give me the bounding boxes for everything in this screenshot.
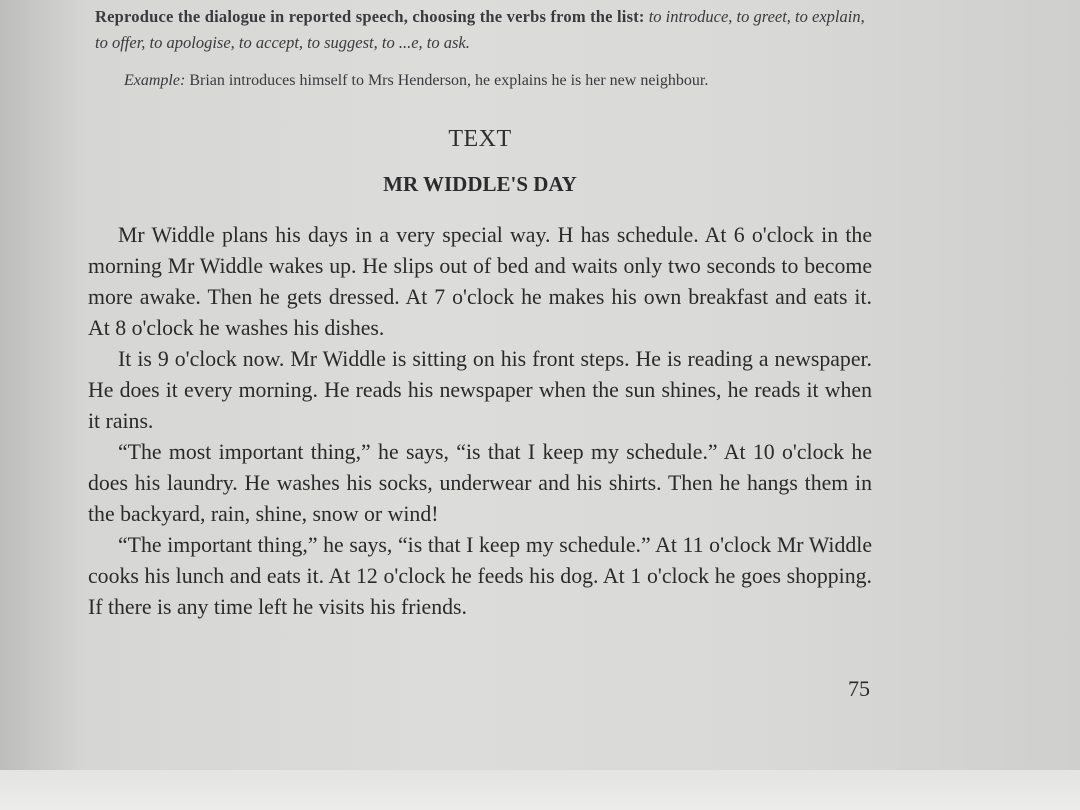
story-paragraph: “The most important thing,” he says, “is that I keep my schedule.” At 10 o'clock he does his laundry. He washes his socks, underwear and his shirts. Then he hangs them in the backyard, rain, shine, snow or wind! bbox=[88, 440, 872, 526]
exercise-example bbox=[124, 72, 884, 90]
example-label: Example: bbox=[124, 72, 186, 89]
page-number: 75 bbox=[848, 676, 870, 701]
example-text: Brian introduces himself to Mrs Henderson, he explains he is her new neighbour. bbox=[189, 72, 709, 89]
section-label: TEXT bbox=[448, 126, 512, 152]
exercise-instruction bbox=[95, 4, 875, 56]
instruction-lead: Reproduce the dialogue in reported speech, choosing the verbs from the list: bbox=[95, 7, 645, 26]
story-body bbox=[88, 220, 872, 623]
instruction-verb-list: to introduce, to greet, to explain, to offer, to apologise, to accept, to suggest, to ...e, to ask. bbox=[95, 7, 865, 52]
page-bottom-margin bbox=[0, 770, 1080, 810]
story-paragraph: Mr Widdle plans his days in a very special way. H has schedule. At 6 o'clock in the morning Mr Widdle wakes up. He slips out of bed and waits only two seconds to become more awake. Then he gets dressed. At 7 o'clock he makes his own breakfast and eats it. At 8 o'clock he washes his dishes. bbox=[88, 223, 872, 340]
story-paragraph: “The important thing,” he says, “is that I keep my schedule.” At 11 o'clock Mr Widdle cooks his lunch and eats it. At 12 o'clock he feeds his dog. At 1 o'clock he goes shopping. If there is any time left he visits his friends. bbox=[88, 533, 872, 619]
story-title: MR WIDDLE'S DAY bbox=[383, 172, 577, 196]
story-paragraph: It is 9 o'clock now. Mr Widdle is sitting on his front steps. He is reading a newspaper. He does it every morning. He reads his newspaper when the sun shines, he reads it when it rains. bbox=[88, 347, 872, 433]
